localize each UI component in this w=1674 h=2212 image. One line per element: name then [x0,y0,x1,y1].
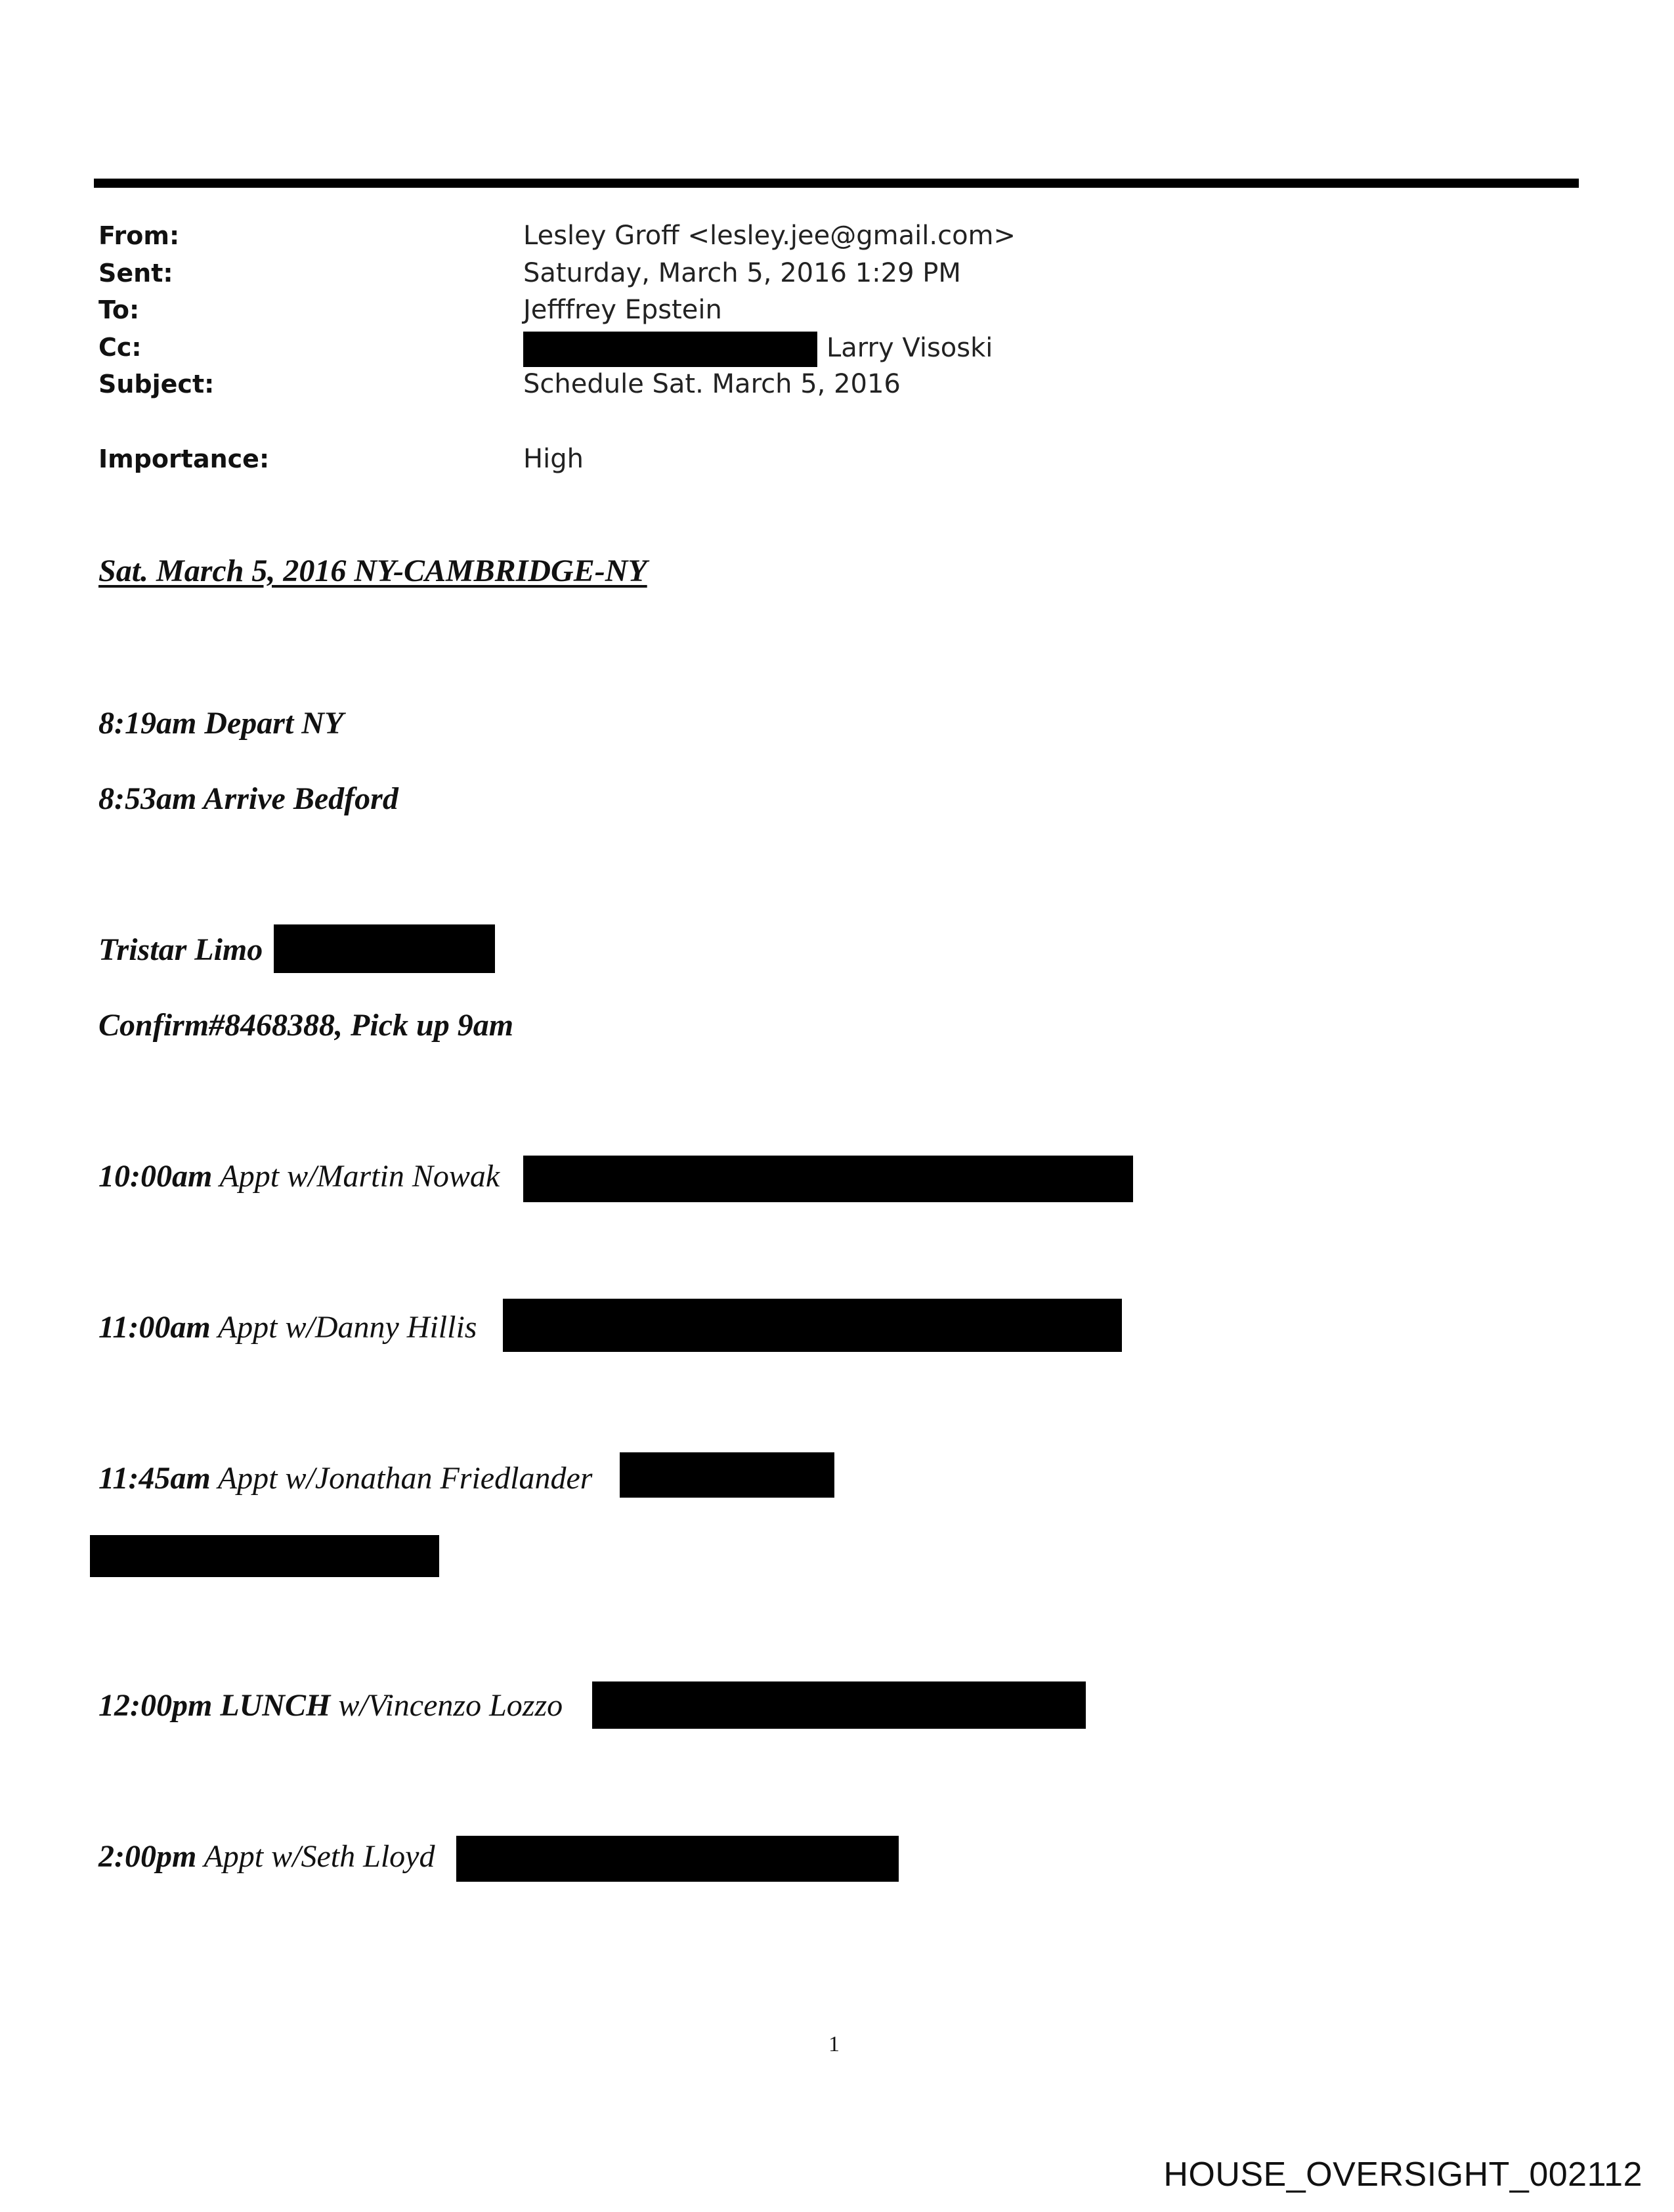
bates-number: HOUSE_OVERSIGHT_002112 [1163,2156,1642,2194]
importance-label: Importance: [98,445,270,473]
limo-line [98,930,263,970]
limo-label: Tristar Limo [98,932,263,967]
appointment-time: 12:00pm LUNCH [98,1688,331,1723]
appointment-time: 11:45am [98,1461,211,1496]
cc-label: Cc: [98,333,142,362]
sent-label: Sent: [98,259,173,288]
appointment-2 [98,1308,477,1347]
appointment-4 [98,1686,563,1725]
appointment-3-redaction [620,1452,834,1498]
appointment-3 [98,1459,592,1498]
from-label: From: [98,221,180,250]
appointment-5 [98,1837,435,1876]
appointment-text: Appt w/Seth Lloyd [204,1839,435,1874]
appointment-3-redaction-continued [90,1535,439,1577]
appointment-time: 2:00pm [98,1839,197,1874]
appointment-1-redaction [523,1156,1133,1202]
from-value: Lesley Groff <lesley.jee@gmail.com> [523,221,1016,251]
schedule-title: Sat. March 5, 2016 NY-CAMBRIDGE-NY [98,553,647,588]
importance-value: High [523,444,584,474]
page-number: 1 [828,2032,840,2056]
subject-label: Subject: [98,370,215,399]
appointment-2-redaction [503,1299,1122,1352]
to-label: To: [98,295,140,324]
appointment-text: Appt w/Danny Hillis [217,1310,477,1345]
sent-value: Saturday, March 5, 2016 1:29 PM [523,258,961,288]
cc-name: Larry Visoski [826,333,993,363]
subject-value: Schedule Sat. March 5, 2016 [523,369,901,399]
to-value: Jefffrey Epstein [523,295,722,325]
arrive-line: 8:53am Arrive Bedford [98,781,398,816]
confirm-line: Confirm#8468388, Pick up 9am [98,1008,514,1043]
cc-value [523,332,993,367]
depart-line: 8:19am Depart NY [98,706,344,741]
appointment-text: w/Vincenzo Lozzo [338,1688,563,1723]
header-rule [94,179,1579,188]
cc-redaction [523,332,817,367]
limo-redaction [274,924,495,973]
appointment-time: 11:00am [98,1310,211,1345]
appointment-4-redaction [592,1681,1086,1729]
appointment-5-redaction [456,1836,899,1882]
appointment-time: 10:00am [98,1159,213,1194]
appointment-text: Appt w/Jonathan Friedlander [217,1461,593,1496]
appointment-text: Appt w/Martin Nowak [219,1159,500,1194]
appointment-1 [98,1157,500,1196]
